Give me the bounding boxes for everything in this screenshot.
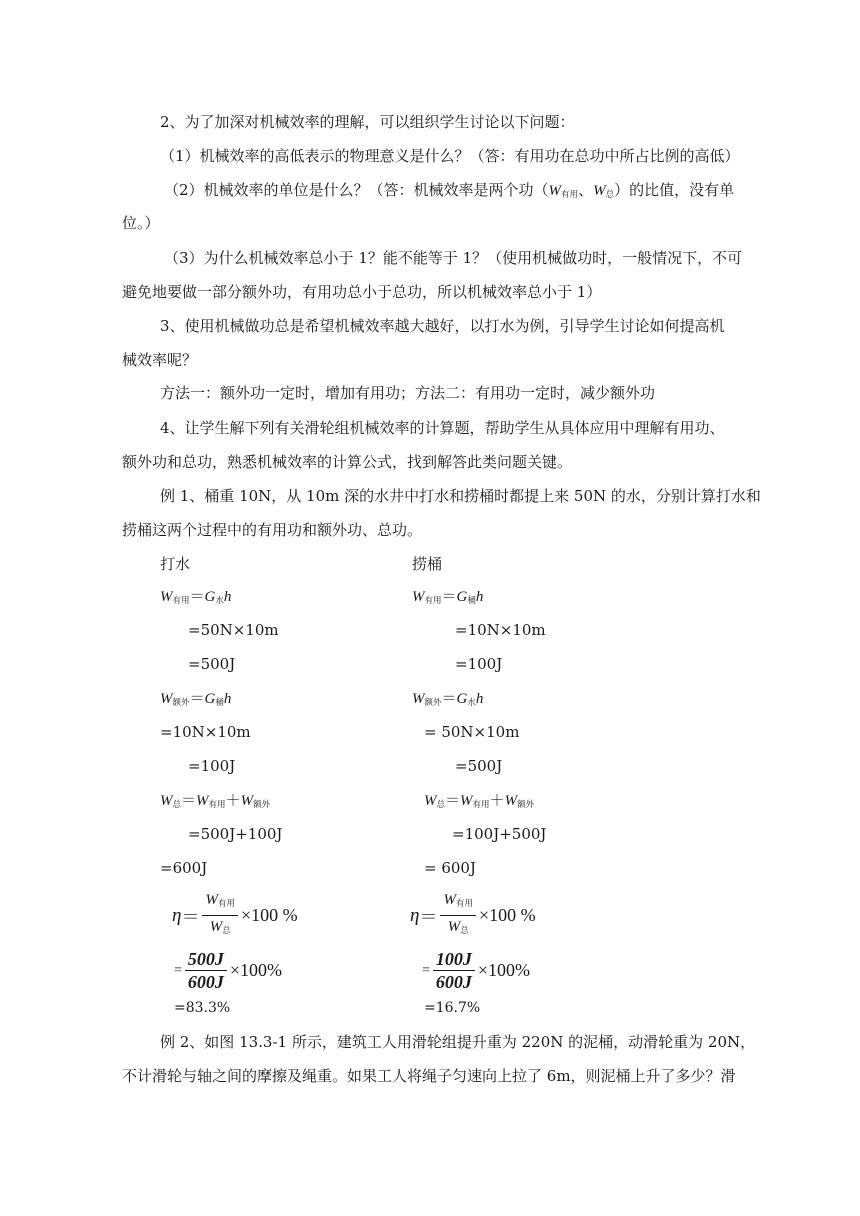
w-letter: W <box>160 589 173 605</box>
value-fraction <box>433 949 475 992</box>
sub-useful: 有用 <box>455 899 473 909</box>
w-letter: W <box>504 793 518 809</box>
percent-factor: ×100% <box>477 960 531 980</box>
right-w-useful-formula <box>412 586 483 611</box>
eta-symbol: η <box>410 904 420 926</box>
right-column-heading: 捞桶 <box>412 555 443 573</box>
example-2-line-1: 例 2、如图 13.3-1 所示，建筑工人用滑轮组提升重为 220N 的泥桶，动滑轮重为 20N， <box>160 1033 756 1051</box>
right-calc-3: = 50N×10m <box>424 723 520 741</box>
sub-total: 总 <box>222 926 231 936</box>
right-w-extra-formula <box>412 688 483 713</box>
question-3-line-2: 避免地要做一部分额外功，有用功总小于总功，所以机械效率总小于 1） <box>122 283 602 301</box>
fraction-numerator <box>202 890 238 916</box>
question-2-text-a: （2）机械效率的单位是什么？（答：机械效率是两个功（ <box>164 181 549 199</box>
g-letter: G <box>456 691 468 707</box>
w-letter: W <box>160 691 173 707</box>
sub-total: 总 <box>436 800 446 810</box>
w-letter: W <box>412 691 425 707</box>
paragraph-improve-efficiency-1: 3、使用机械做功总是希望机械效率越大越好，以打水为例，引导学生讨论如何提高机 <box>160 317 725 335</box>
w-total-symbol <box>593 183 614 199</box>
w-letter: W <box>593 183 606 199</box>
w-letter: W <box>460 793 473 809</box>
sub-useful: 有用 <box>424 596 442 606</box>
left-result: =83.3% <box>174 1000 231 1016</box>
sub-extra: 额外 <box>517 800 535 810</box>
w-letter: W <box>548 183 562 199</box>
equals-sign: ＝ <box>181 791 197 809</box>
fraction-denominator <box>207 916 234 941</box>
right-calc-4: =500J <box>455 757 503 775</box>
left-calc-4: =100J <box>188 757 236 775</box>
sub-useful: 有用 <box>208 800 226 810</box>
left-w-total-formula <box>160 790 270 815</box>
g-letter: G <box>204 691 216 707</box>
fraction-numerator: 100J <box>433 949 475 971</box>
equals-sign: ＝ <box>189 587 205 605</box>
right-calc-1: =10N×10m <box>455 621 546 639</box>
question-2-sep: 、 <box>578 181 594 199</box>
equals-prefix: = <box>174 962 182 978</box>
right-w-total-formula <box>424 790 534 815</box>
left-w-useful-formula <box>160 586 231 611</box>
equals-sign: ＝ <box>419 906 438 927</box>
fraction-numerator: 500J <box>185 949 227 971</box>
sub-useful: 有用 <box>217 899 235 909</box>
w-letter: W <box>424 793 437 809</box>
plus-sign: ＋ <box>489 791 505 809</box>
plus-sign: ＋ <box>225 791 241 809</box>
sub-useful: 有用 <box>561 190 579 200</box>
w-letter: W <box>205 892 218 908</box>
question-2-line-2: 位。） <box>122 214 160 232</box>
eta-fraction <box>440 890 476 941</box>
question-1: （1）机械效率的高低表示的物理意义是什么？（答：有用功在总功中所占比例的高低） <box>160 147 740 165</box>
w-letter: W <box>412 589 425 605</box>
sub-useful: 有用 <box>172 596 190 606</box>
sub-useful: 有用 <box>472 800 490 810</box>
value-fraction <box>185 949 227 992</box>
left-calc-2: =500J <box>188 655 236 673</box>
fraction-denominator: 600J <box>187 972 224 992</box>
left-eta-formula <box>172 890 298 941</box>
percent-factor: ×100% <box>229 960 283 980</box>
left-w-extra-formula <box>160 688 231 713</box>
w-useful-symbol <box>549 183 579 199</box>
percent-factor: ×100 % <box>240 905 298 925</box>
equals-sign: ＝ <box>441 587 457 605</box>
w-letter: W <box>196 793 209 809</box>
sub-extra: 额外 <box>424 698 442 708</box>
h-letter: h <box>475 691 484 707</box>
sub-extra: 额外 <box>253 800 271 810</box>
right-calc-6: = 600J <box>424 859 476 877</box>
h-letter: h <box>475 589 484 605</box>
question-2-text-c: ）的比值，没有单 <box>614 181 735 199</box>
w-letter: W <box>447 919 461 935</box>
w-letter: W <box>209 919 223 935</box>
paragraph-exercise-1: 4、让学生解下列有关滑轮组机械效率的计算题，帮助学生从具体应用中理解有用功、 <box>160 419 725 437</box>
w-letter: W <box>240 793 254 809</box>
sub-water: 水 <box>467 698 476 708</box>
example-1-line-1: 例 1、桶重 10N，从 10m 深的水井中打水和捞桶时都提上来 50N 的水，分别计算打水和 <box>160 487 761 505</box>
g-letter: G <box>204 589 216 605</box>
right-eta-formula <box>410 890 536 941</box>
question-3-line-1: （3）为什么机械效率总小于 1？能不能等于 1？（使用机械做功时，一般情况下，不可 <box>164 249 743 267</box>
eta-symbol: η <box>172 904 182 926</box>
g-letter: G <box>456 589 468 605</box>
sub-total: 总 <box>460 926 469 936</box>
left-numeric-fraction <box>174 949 282 992</box>
equals-sign: ＝ <box>189 689 205 707</box>
equals-sign: ＝ <box>181 906 200 927</box>
equals-sign: ＝ <box>441 689 457 707</box>
left-column-heading: 打水 <box>160 555 191 573</box>
left-calc-5: =500J+100J <box>188 825 283 843</box>
paragraph-discussion-intro: 2、为了加深对机械效率的理解，可以组织学生讨论以下问题： <box>160 113 575 131</box>
paragraph-improve-efficiency-2: 械效率呢？ <box>122 351 198 369</box>
sub-water: 水 <box>215 596 224 606</box>
h-letter: h <box>223 691 232 707</box>
fraction-numerator <box>440 890 476 916</box>
paragraph-methods: 方法一：额外功一定时，增加有用功；方法二：有用功一定时，减少额外功 <box>160 384 656 402</box>
equals-prefix: = <box>422 962 430 978</box>
sub-total: 总 <box>605 190 615 200</box>
paragraph-exercise-2: 额外功和总功，熟悉机械效率的计算公式，找到解答此类问题关键。 <box>122 453 573 471</box>
w-letter: W <box>160 793 173 809</box>
w-letter: W <box>443 892 456 908</box>
left-calc-1: =50N×10m <box>188 621 279 639</box>
sub-bucket: 桶 <box>215 698 224 708</box>
example-2-line-2: 不计滑轮与轴之间的摩擦及绳重。如果工人将绳子匀速向上拉了 6m，则泥桶上升了多少？滑 <box>122 1067 736 1085</box>
h-letter: h <box>223 589 232 605</box>
percent-factor: ×100 % <box>478 905 536 925</box>
fraction-denominator <box>445 916 472 941</box>
fraction-denominator: 600J <box>435 972 472 992</box>
sub-extra: 额外 <box>172 698 190 708</box>
sub-total: 总 <box>172 800 182 810</box>
right-calc-5: =100J+500J <box>452 825 547 843</box>
right-result: =16.7% <box>424 1000 481 1016</box>
question-2-line-1 <box>164 180 734 205</box>
left-calc-6: =600J <box>160 859 208 877</box>
left-calc-3: =10N×10m <box>160 723 251 741</box>
equals-sign: ＝ <box>445 791 461 809</box>
right-numeric-fraction <box>422 949 530 992</box>
right-calc-2: =100J <box>455 655 503 673</box>
eta-fraction <box>202 890 238 941</box>
sub-bucket: 桶 <box>467 596 476 606</box>
example-1-line-2: 捞桶这两个过程中的有用功和额外功、总功。 <box>122 521 423 539</box>
